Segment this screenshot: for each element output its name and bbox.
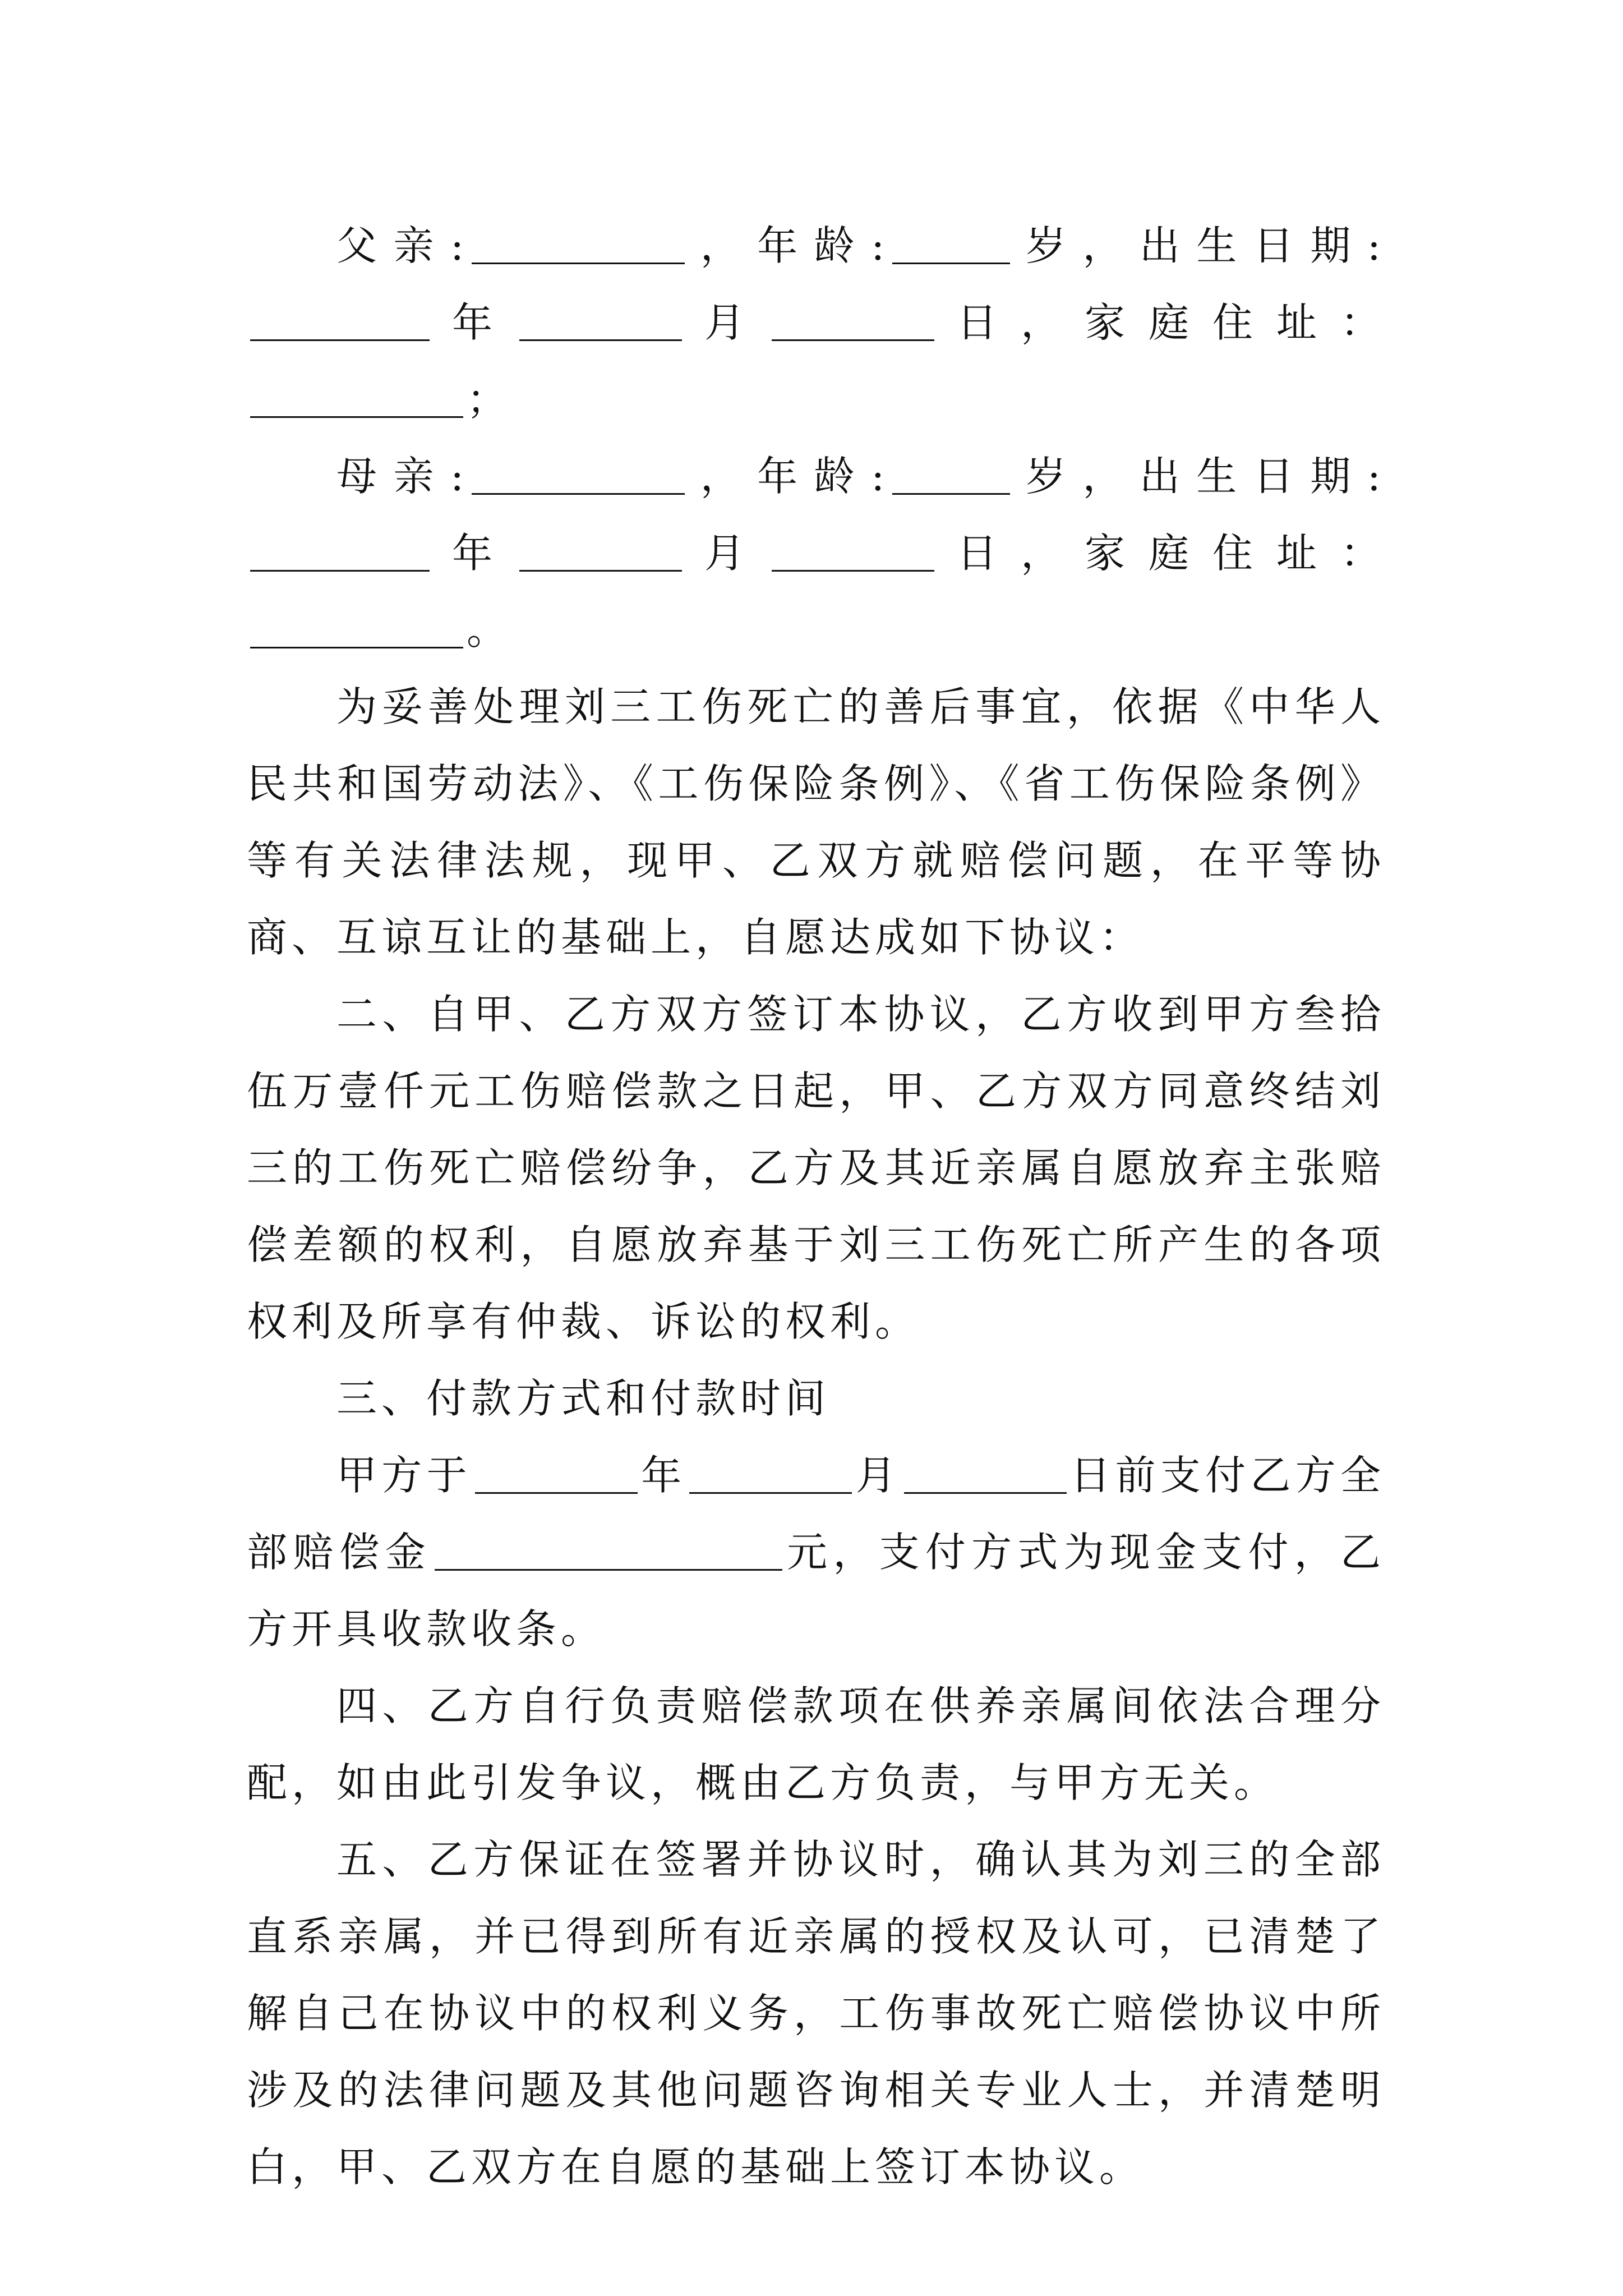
mother-info	[247, 438, 1385, 669]
father-info	[247, 208, 1385, 438]
mother-label: 母亲:	[336, 453, 469, 500]
clause-3-paragraph	[247, 1437, 1385, 1668]
father-day-label: 日，家庭住址：	[938, 299, 1385, 346]
clause-3-prefix: 甲方于	[336, 1452, 472, 1499]
mother-age-blank	[892, 459, 1010, 495]
father-label: 父亲:	[336, 222, 469, 269]
payment-year-blank	[475, 1458, 638, 1494]
mother-day-label: 日，家庭住址：	[938, 530, 1385, 577]
preamble-paragraph: 为妥善处理刘三工伤死亡的善后事宜，依据《中华人民共和国劳动法》、《工伤保险条例》、《省工伤保险条例》等有关法律法规，现甲、乙双方就赔偿问题，在平等协商、互谅互让的基础上，自愿达成如下协议：	[247, 683, 1385, 961]
mother-month-label: 月	[685, 530, 768, 577]
mother-birth-year-blank	[250, 536, 430, 572]
mother-birth-month-blank	[519, 536, 682, 572]
clause-3-heading: 三、付款方式和付款时间	[336, 1375, 831, 1422]
father-age-blank	[892, 229, 1010, 264]
clause-3-day-rest: 日前支付乙方全部赔偿金	[247, 1452, 1385, 1576]
clause-3-month-label: 月	[855, 1452, 901, 1499]
mother-birth-day-blank	[772, 536, 934, 572]
father-birth-day-blank	[772, 306, 934, 341]
father-birth-month-blank	[519, 306, 682, 341]
father-age-label: ，年龄:	[688, 222, 889, 269]
father-address-blank	[250, 383, 463, 418]
mother-age-unit: 岁，出生日期:	[1013, 453, 1385, 500]
mother-address-blank	[250, 613, 463, 648]
father-end: ；	[467, 376, 512, 423]
mother-end: 。	[467, 606, 512, 654]
clause-5-paragraph: 五、乙方保证在签署并协议时，确认其为刘三的全部直系亲属，并已得到所有近亲属的授权及认可，已清楚了解自己在协议中的权利义务，工伤事故死亡赔偿协议中所涉及的法律问题及其他问题咨询相关专业人士，并清楚明白，甲、乙双方在自愿的基础上签订本协议。	[247, 1836, 1385, 2191]
clause-3-tail: 元，支付方式为现金支付，乙方开具收款收条。	[247, 1529, 1385, 1653]
document-body	[247, 208, 1385, 2206]
father-age-unit: 岁，出生日期:	[1013, 222, 1385, 269]
mother-year-label: 年	[433, 530, 516, 577]
father-month-label: 月	[685, 299, 768, 346]
payment-month-blank	[689, 1458, 852, 1494]
clause-3-year-label: 年	[640, 1452, 686, 1499]
father-name-blank	[472, 229, 685, 264]
clause-2-paragraph: 二、自甲、乙方双方签订本协议，乙方收到甲方叁拾伍万壹仟元工伤赔偿款之日起，甲、乙方双方同意终结刘三的工伤死亡赔偿纷争，乙方及其近亲属自愿放弃主张赔偿差额的权利，自愿放弃基于刘三工伤死亡所产生的各项权利及所享有仲裁、诉讼的权利。	[247, 991, 1385, 1345]
mother-age-label: ，年龄:	[688, 453, 889, 500]
father-year-label: 年	[433, 299, 516, 346]
payment-day-blank	[904, 1458, 1067, 1494]
clause-4-paragraph: 四、乙方自行负责赔偿款项在供养亲属间依法合理分配，如由此引发争议，概由乙方负责，与甲方无关。	[247, 1682, 1385, 1806]
payment-amount-blank	[435, 1535, 782, 1571]
father-birth-year-blank	[250, 306, 430, 341]
mother-name-blank	[472, 459, 685, 495]
